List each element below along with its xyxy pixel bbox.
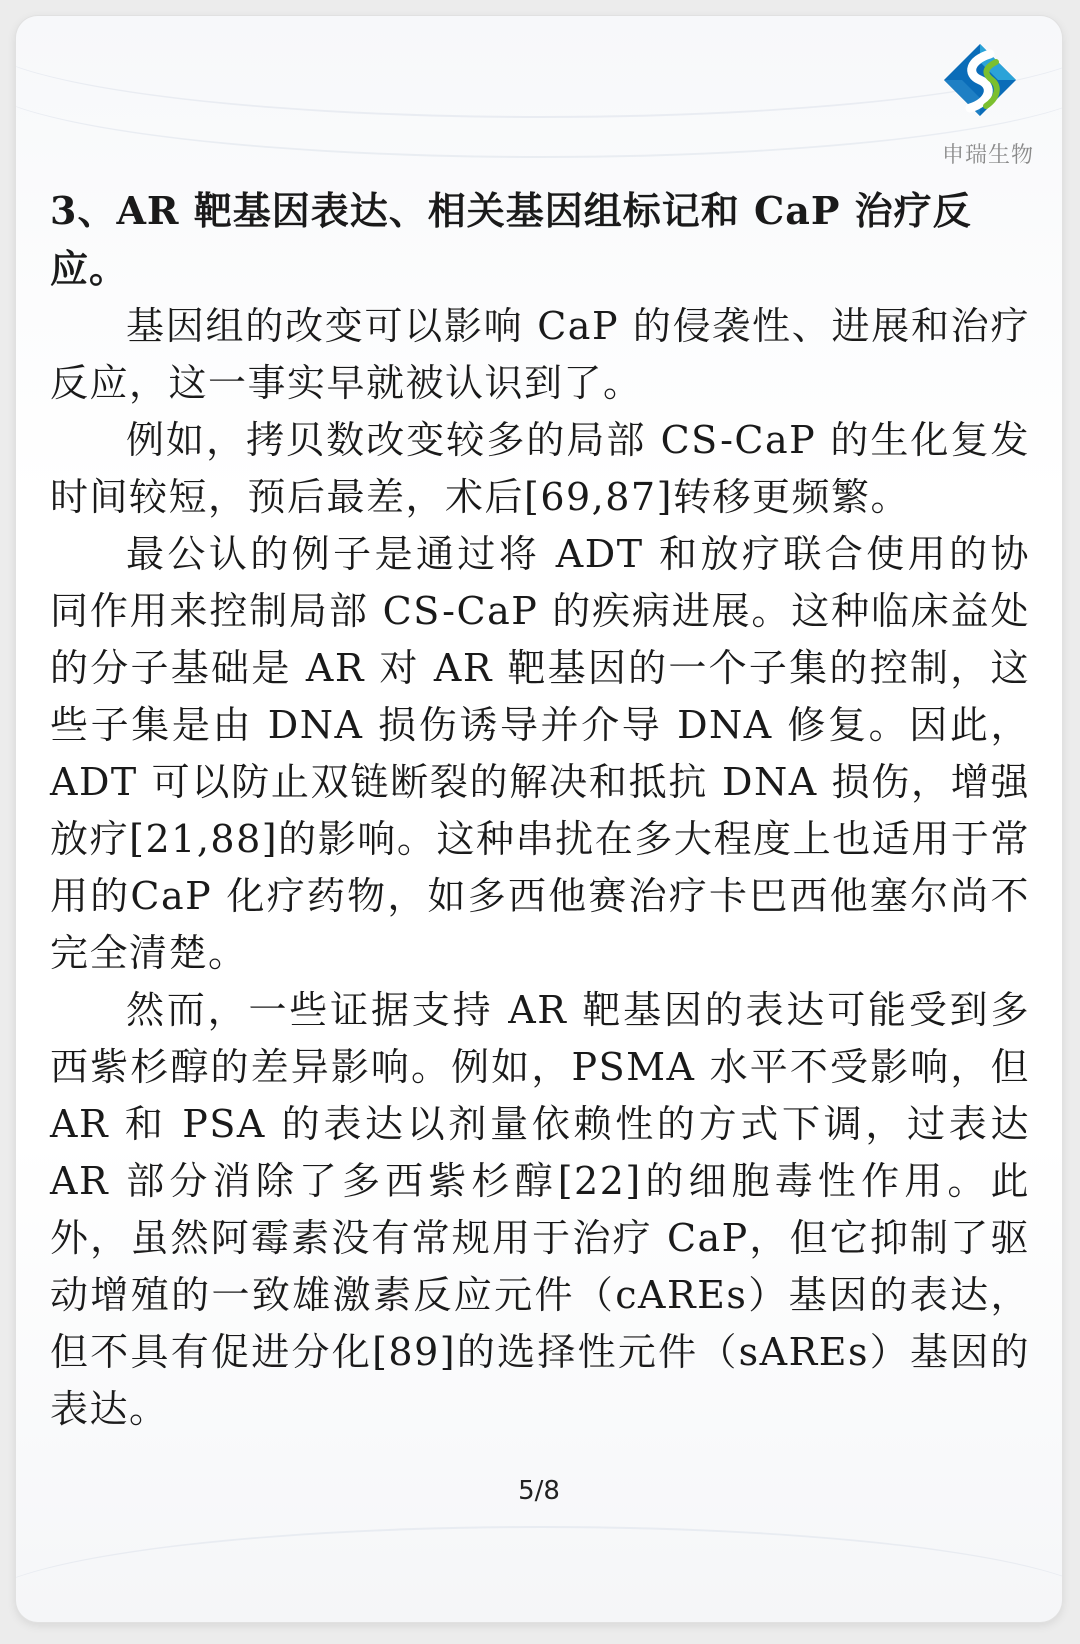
page-card [16,16,1062,1622]
paragraph: 最公认的例子是通过将 ADT 和放疗联合使用的协同作用来控制局部 CS-CaP 的疾病进展。这种临床益处的分子基础是 AR 对 AR 靶基因的一个子集的控制，这些子集是由 DNA 损伤诱导并介导 DNA 修复。因此，ADT 可以防止双链断裂的解决和抵抗 DNA 损伤，增强放疗[21,88]的影响。这种串扰在多大程度上也适用于常用的CaP 化疗药物，如多西他赛治疗卡巴西他塞尔尚不完全清楚。 [50,532,1030,975]
paragraph: 例如，拷贝数改变较多的局部 CS-CaP 的生化复发时间较短，预后最差，术后[69,87]转移更频繁。 [50,418,1030,519]
company-logo [894,40,1034,168]
page-number: 5/8 [518,1476,560,1506]
background-wave [16,1526,1062,1622]
brand-name: 申瑞生物 [941,143,1034,168]
logo-mark-icon [940,40,1020,120]
paragraph: 然而，一些证据支持 AR 靶基因的表达可能受到多西紫杉醇的差异影响。例如，PSMA 水平不受影响，但 AR 和 PSA 的表达以剂量依赖性的方式下调，过表达 AR 部分消除了多西紫杉醇[22]的细胞毒性作用。此外，虽然阿霉素没有常规用于治疗 CaP，但它抑制了驱动增殖的一致雄激素反应元件（cAREs）基因的表达，但不具有促进分化[89]的选择性元件（sAREs）基因的表达。 [50,988,1030,1431]
paragraph: 基因组的改变可以影响 CaP 的侵袭性、进展和治疗反应，这一事实早就被认识到了。 [50,304,1030,405]
article-body [50,182,1030,1438]
section-heading: 3、AR 靶基因表达、相关基因组标记和 CaP 治疗反应。 [50,188,972,291]
